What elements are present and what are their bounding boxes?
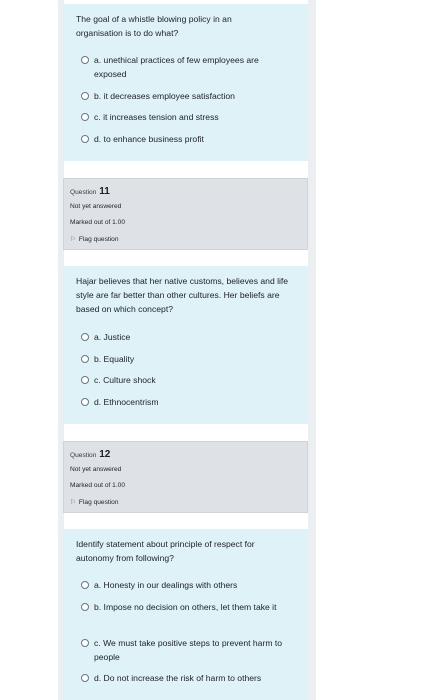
answer-label: b. Impose no decision on others, let them take it [94,602,277,612]
radio-button[interactable] [81,135,89,143]
question-12-grade: Marked out of 1.00 [70,482,125,489]
radio-button[interactable] [81,376,89,384]
question-12-text: Identify statement about principle of respect for autonomy from following? [76,539,255,563]
question-10-answer-a[interactable] [75,53,285,81]
question-12-state: Not yet answered [70,466,122,473]
answer-label: a. unethical practices of few employees are exposed [94,55,259,79]
question-10-answer-b[interactable] [75,89,285,103]
quiz-column [63,0,308,700]
answer-label: a. Honesty in our dealings with others [94,580,238,590]
radio-button[interactable] [81,56,89,64]
radio-button[interactable] [81,355,89,363]
answer-label: c. We must take positive steps to prevent harm to people [94,638,283,662]
radio-button[interactable] [81,333,89,341]
question-12-info [63,441,308,513]
question-11-text: Hajar believes that her native customs, believes and life style are far better than other cultures. Her beliefs are based on which concept? [76,276,289,314]
flag-icon: ⚐ [70,499,76,506]
question-10-text: The goal of a whistle blowing policy in an organisation is to do what? [76,14,232,38]
radio-button[interactable] [81,639,89,647]
question-12-number: Question 12 [70,449,111,460]
answer-label: d. to enhance business profit [94,134,204,144]
radio-button[interactable] [81,581,89,589]
answer-label: b. Equality [94,354,135,364]
page-rail-right [308,0,316,700]
question-12-answer-b[interactable] [75,600,293,614]
question-12-flag-button[interactable]: ⚐ Flag question [70,499,119,506]
flag-icon: ⚐ [70,236,76,243]
answer-label: c. it increases tension and stress [94,112,219,122]
question-10-formulation [63,4,308,161]
question-11-grade: Marked out of 1.00 [70,219,125,226]
question-11-number: Question 11 [70,186,110,197]
answer-label: a. Justice [94,332,131,342]
answer-label: d. Do not increase the risk of harm to others [94,673,262,683]
question-11-state: Not yet answered [70,203,122,210]
question-11-formulation [63,266,308,424]
question-11-answer-b[interactable] [75,352,285,366]
question-11-answer-d[interactable] [75,395,285,409]
question-12-answer-a[interactable] [75,578,293,592]
question-11-info [63,178,308,250]
question-10-answer-d[interactable] [75,132,285,146]
question-10-answer-c[interactable] [75,110,285,124]
radio-button[interactable] [81,398,89,406]
answer-label: d. Ethnocentrism [94,397,159,407]
question-12-answer-c[interactable] [75,636,293,664]
question-11-answer-c[interactable] [75,373,285,387]
answer-label: b. it decreases employee satisfaction [94,91,235,101]
radio-button[interactable] [81,113,89,121]
question-12-formulation [63,529,308,700]
question-12-answer-d[interactable] [75,671,293,685]
radio-button[interactable] [81,92,89,100]
radio-button[interactable] [81,674,89,682]
question-11-flag-button[interactable]: ⚐ Flag question [70,236,119,243]
question-11-answer-a[interactable] [75,330,285,344]
answer-label: c. Culture shock [94,375,156,385]
radio-button[interactable] [81,603,89,611]
